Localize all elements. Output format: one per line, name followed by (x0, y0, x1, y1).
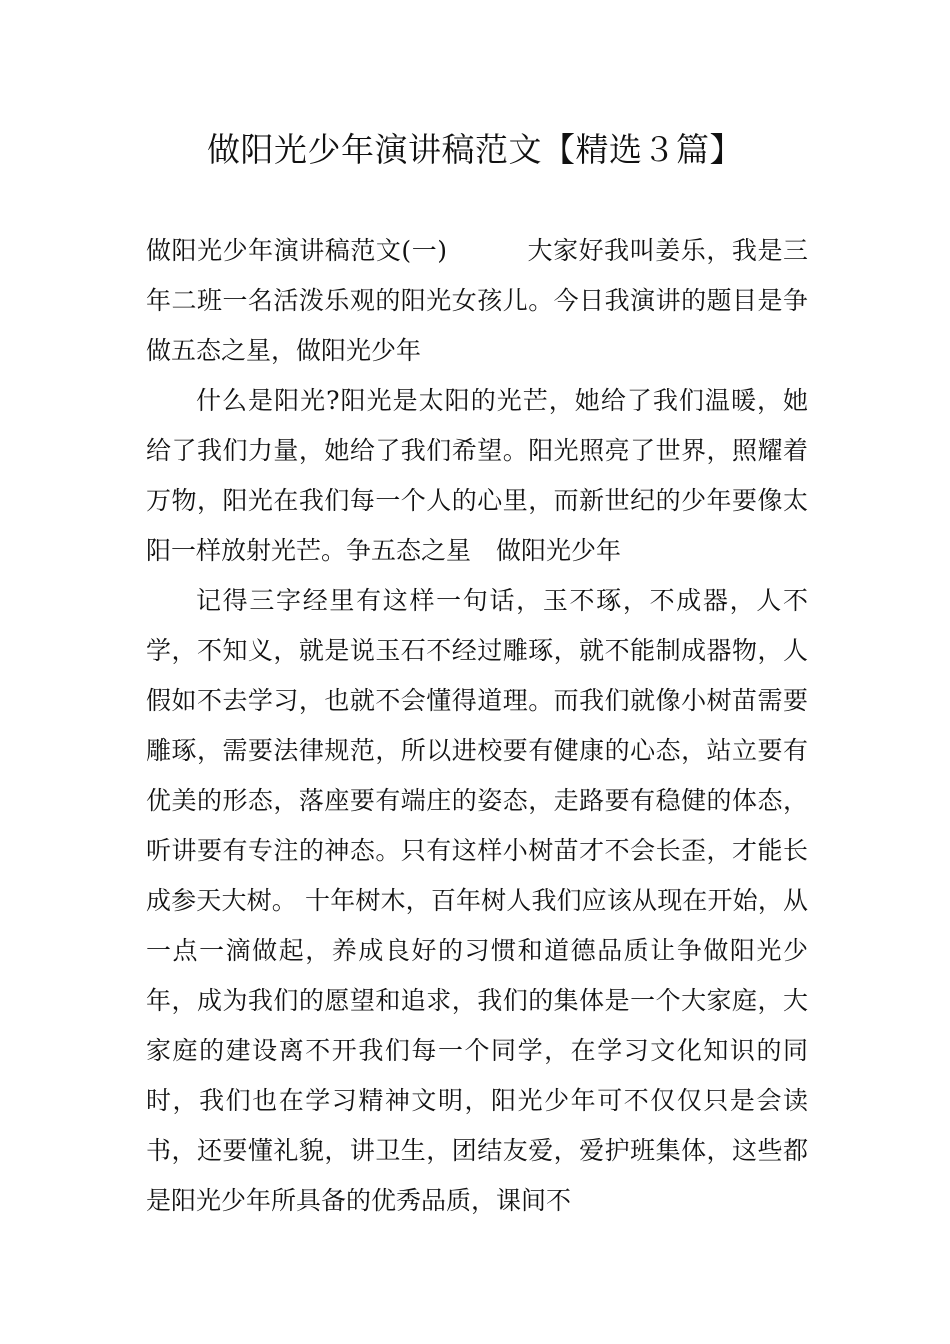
section-heading: 做阳光少年演讲稿范文(一) (146, 236, 448, 265)
paragraph-1-text: 大家好我叫姜乐，我是三年二班一名活泼乐观的阳光女孩儿。今日我演讲的题目是争做五态之星，做阳光少年 (146, 236, 808, 365)
paragraph-3: 记得三字经里有这样一句话，玉不琢，不成器，人不学，不知义，就是说玉石不经过雕琢，就不能制成器物，人假如不去学习，也就不会懂得道理。而我们就像小树苗需要雕琢，需要法律规范，所以进校要有健康的心态，站立要有优美的形态，落座要有端庄的姿态，走路要有稳健的体态，听讲要有专注的神态。只有这样小树苗才不会长歪，才能长成参天大树。 十年树木，百年树人我们应该从现在开始，从一点一滴做起，养成良好的习惯和道德品质让争做阳光少年，成为我们的愿望和追求，我们的集体是一个大家庭，大家庭的建设离不开我们每一个同学，在学习文化知识的同时，我们也在学习精神文明，阳光少年可不仅仅只是会读书，还要懂礼貌，讲卫生，团结友爱，爱护班集体，这些都是阳光少年所具备的优秀品质，课间不 (146, 586, 808, 1215)
paragraph-1 (146, 226, 808, 376)
document-body (146, 226, 808, 1226)
paragraph-2: 什么是阳光?阳光是太阳的光芒，她给了我们温暖，她给了我们力量，她给了我们希望。阳光照亮了世界，照耀着万物，阳光在我们每一个人的心里，而新世纪的少年要像太阳一样放射光芒。争五态之星 做阳光少年 (146, 386, 808, 565)
document-title: 做阳光少年演讲稿范文【精选３篇】 (207, 130, 743, 169)
